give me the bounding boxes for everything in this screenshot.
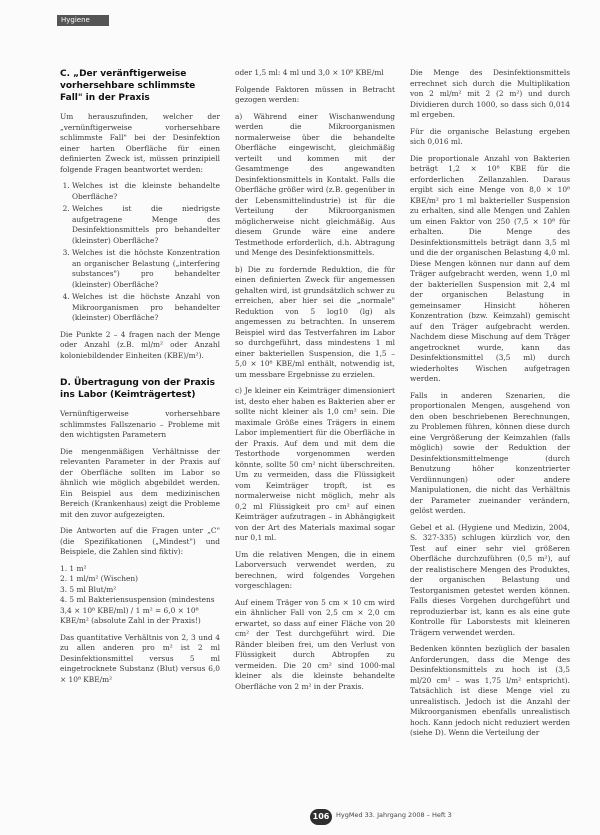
section-tab-label: Hygiene xyxy=(61,16,90,24)
page-footer xyxy=(0,803,600,833)
heading-c: C. „Der veränftigerweise vorhersehbare schlimmste Fall" in der Praxis xyxy=(60,69,196,103)
paragraph: b) Die zu fordernde Reduktion, die für einen definierten Zweck für angemessen gehalten wird, ist grundsätzlich schwer zu erreichen, aber hier sei die „normale" Reduktion von 5 log10 (lg) als angemessen zu betrachten. In unserem Beispiel wird das Testverfahren im Labor so durchgeführt, dass mindestens 1 ml einer bakteriellen Suspension, die 1,5 – 5,0 × 10⁸ KBE/ml enthält, notwendig ist, um messbare Ergebnisse zu erzielen. xyxy=(235,264,395,379)
paragraph: Falls in anderen Szenarien, die proportionalen Mengen, ausgehend von den oben beschriebenen Berechnungen, zu Problemen führen, können diese durch eine Vergrößerung der Keimzahlen (falls möglich) sowie der Reduktion der Desinfektionsmittelmenge (durch Benutzung höher konzentrierter Verdünnungen) oder andere Manipulationen, die nicht das Verhältnis der Parameter zueinander verändern, gelöst werden. xyxy=(410,390,570,515)
section-tab xyxy=(57,15,109,26)
page-number: 106 xyxy=(310,809,332,825)
paragraph: Die Antworten auf die Fragen unter „C" (die Spezifikationen („Mindest") und Beispiele, die Zahlen sind fiktiv): xyxy=(60,526,220,556)
list-item: 2. Welches ist die niedrigste aufgetragene Menge des Desinfektionsmittels pro behandelter (kleinster) Oberfläche? xyxy=(72,204,220,246)
paragraph: Die proportionale Anzahl von Bakterien beträgt 1,2 × 10⁸ KBE für die erforderlichen Zellanzahlen. Daraus ergibt sich eine Menge von 8,0 × 10⁸ KBE/m² pro 1 ml bakterieller Suspension zu erhalten, sind alle Mengen und Zahlen um einen Faktor von 250 (7,5 × 10⁸ für erhalten. Die Menge des Desinfektionsmittels beträgt dann 3,5 ml und die der organischen Belastung 4,0 ml. Diese Mengen können nur dann auf dem Träger aufgebracht werden, wenn 1,0 ml der bakteriellen Suspension mit 2,4 ml der organischen Belastung in gemeinsamer Hinsicht höheren Konzentration (bzw. Keimzahl) gemischt auf den Träger aufgebracht werden. Nachdem diese Mischung auf dem Träger angetrocknet wurde, kann das Desinfektionsmittel (3,5 ml) durch wiederholtes Wischen aufgetragen werden. xyxy=(410,153,570,383)
paragraph: Bedenken könnten bezüglich der basalen Anforderungen, dass die Menge des Desinfektionsmittels zu hoch ist (3,5 ml/20 cm² – was 1,75 l/m² entspricht). Tatsächlich ist diese Menge viel zu unrealistisch. Jedoch ist die Anzahl der Mikroorganismen ebenfalls unrealistisch hoch. Kann jedoch nicht reduziert werden (siehe D). Wenn die Verteilung der xyxy=(410,644,570,737)
paragraph: Für die organische Belastung ergeben sich 0,016 ml. xyxy=(410,126,570,146)
paragraph: Gebel et al. (Hygiene und Medizin, 2004, S. 327-335) schlugen kürzlich vor, den Test auf einer sehr viel größeren Oberfläche durchzuführen (0,5 m²), auf der realistischere Mengen des Produktes, der organischen Belastung und Testorganismen getestet werden können. Falls dieses Vorgehen durchgeführt und reproduzierbar ist, kann es als eine gute Kontrolle für Laborstests mit kleineren Trägern verwendet werden. xyxy=(410,522,570,637)
paragraph: Die Menge des Desinfektionsmittels errechnet sich durch die Multiplikation von 2 ml/m² mit 2 (2 m²) und durch Dividieren durch 1000, so dass sich 0,014 ml ergeben. xyxy=(410,68,570,119)
list-item: 2. 1 ml/m² (Wischen) xyxy=(60,574,139,583)
list-item: 4. Welches ist die höchste Anzahl von Mikroorganismen pro behandelter (kleinster) Oberfläche? xyxy=(72,292,220,324)
list-item: 3. 5 ml Blut/m² xyxy=(60,584,117,594)
list-item: 1. Welches ist die kleinste behandelte Oberfläche? xyxy=(72,181,220,202)
paragraph: oder 1,5 ml: 4 ml und 3,0 × 10⁸ KBE/ml xyxy=(235,68,384,77)
list-item: 3. Welches ist die höchste Konzentration an organischer Belastung („interfering substances") pro behandelter (kleinster) Oberfläche? xyxy=(72,248,220,290)
question-list xyxy=(60,181,220,324)
paragraph: Um die relativen Mengen, die in einem Laborversuch verwendet werden, zu berechnen, wird folgendes Vorgehen vorgeschlagen: xyxy=(235,549,395,590)
answer-list xyxy=(60,564,220,627)
paragraph: Um herauszufinden, welcher der „vernünftigerweise vorhersehbare schlimmste Fall" bei der Desinfektion einer harten Oberfläche für einen definierten Zweck ist, müssen prinzipiell folgende Fragen beantwortet werden: xyxy=(60,112,220,174)
paragraph: Vernünftigerweise vorhersehbare schlimmstes Fallszenario – Probleme mit den wichtigsten Parametern xyxy=(60,409,220,439)
paragraph: Das quantitative Verhältnis von 2, 3 und 4 zu allen anderen pro m² ist 2 ml Desinfektionsmittel versus 5 ml eingetrocknete Substanz (Blut) versus 6,0 × 10⁸ KBE/m² xyxy=(60,632,220,684)
journal-citation: HygMed 33. Jahrgang 2008 – Heft 3 xyxy=(336,811,452,819)
paragraph: c) Je kleiner ein Keimträger dimensioniert ist, desto eher haben es Bakterien aber er sollte nicht kleiner als 1,0 cm² sein. Die maximale Größe eines Trägers in einem Labor implementiert für die Oberfläche in der Praxis. Auf dem und mit dem die Testorthode vorgenommen werden könnte, sollte 50 cm² nicht überschreiten. Um zu vermeiden, dass die Flüssigkeit vom Keimträger tropft, ist es normalerweise nicht möglich, mehr als 0,2 ml Flüssigkeit pro cm² auf einen Keimträger aufzutragen – in Abhängigkeit von der Art des Materials maximal sogar nur 0,1 ml. xyxy=(235,386,395,542)
list-item: 4. 5 ml Bakteriensuspension (mindestens 3,4 × 10⁸ KBE/ml) / 1 m² = 6,0 × 10⁸ KBE/m² (absolute Zahl in der Praxis!) xyxy=(60,595,215,625)
paragraph: Auf einem Träger von 5 cm × 10 cm wird ein ähnlicher Fall von 2,5 cm × 2,0 cm erwartet, so dass auf einer Fläche von 20 cm² der Test durchgeführt wird. Die Ränder bleiben frei, um den Verlust von Flüssigkeit durch Abtropfen zu vermeiden. Die 20 cm² sind 1000-mal kleiner als die kleinste behandelte Oberfläche von 2 m² in der Praxis. xyxy=(235,597,395,691)
list-item: 1. 1 m² xyxy=(60,563,87,573)
paragraph: Die mengenmäßigen Verhältnisse der relevanten Parameter in der Praxis auf der Oberfläche sollten im Labor so ähnlich wie möglich abgebildet werden. Ein Beispiel aus dem medizinischen Bereich (Krankenhaus) zeigt die Probleme mit den zuvor aufgezeigten. xyxy=(60,446,220,519)
paragraph: Die Punkte 2 – 4 fragen nach der Menge oder Anzahl (z.B. ml/m² oder Anzahl koloniebildender Einheiten (KBE)/m²). xyxy=(60,329,220,360)
column-left xyxy=(60,68,220,691)
paragraph: a) Während einer Wischanwendung werden die Mikroorganismen normalerweise über die behandelte Oberfläche eingewischt, gleichmäßig verteilt und kommen mit der Gesamtmenge des angewandten Desinfektionsmittels in Kontakt. Falls die Oberfläche größer wird (z.B. gegenüber in der Lebensmittelindustrie) ist für die Verteilung der Mikroorganismen möglicherweise nicht gleichmäßig. Aus diesem Grunde wäre eine andere Testmethode erforderlich, d.h. Abtragung und Menge des Desinfektionsmittels. xyxy=(235,111,395,257)
heading-d: D. Übertragung von der Praxis ins Labor (Keimträgertest) xyxy=(60,378,216,400)
paragraph: Folgende Faktoren müssen in Betracht gezogen werden: xyxy=(235,84,395,104)
column-right xyxy=(410,68,570,745)
column-middle xyxy=(235,68,395,698)
